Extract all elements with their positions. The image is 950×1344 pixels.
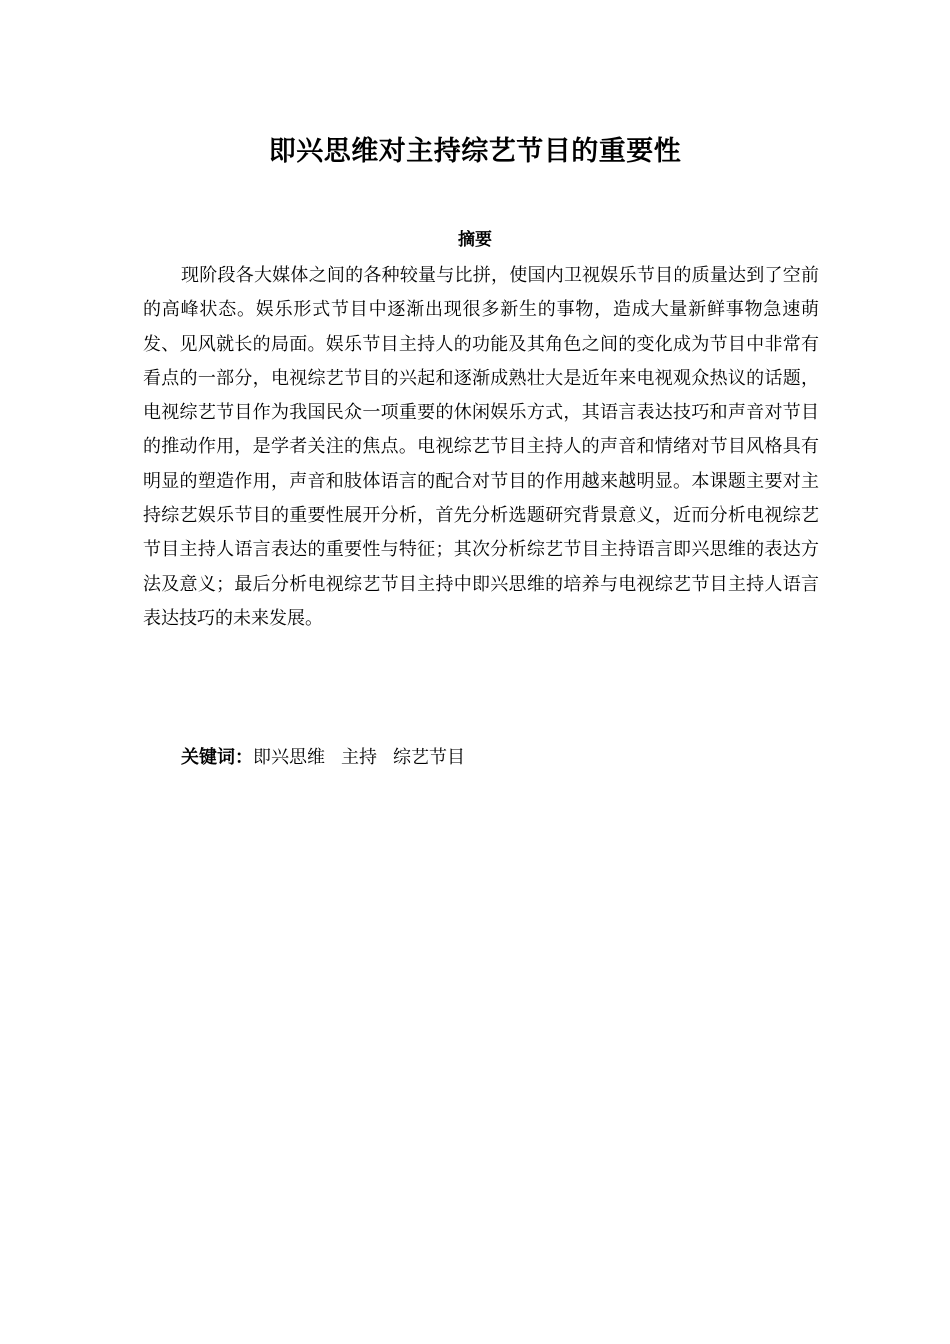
- keyword-item: 综艺节目: [393, 747, 465, 768]
- keywords-line: [181, 743, 481, 773]
- keyword-item: 主持: [341, 747, 377, 768]
- keyword-item: 即兴思维: [253, 747, 325, 768]
- abstract-body: 现阶段各大媒体之间的各种较量与比拼，使国内卫视娱乐节目的质量达到了空前的高峰状态。娱乐形式节目中逐渐出现很多新生的事物，造成大量新鲜事物急速萌发、见风就长的局面。娱乐节目主持人的功能及其角色之间的变化成为节目中非常有看点的一部分，电视综艺节目的兴起和逐渐成熟壮大是近年来电视观众热议的话题，电视综艺节目作为我国民众一项重要的休闲娱乐方式，其语言表达技巧和声音对节目的推动作用，是学者关注的焦点。电视综艺节目主持人的声音和情绪对节目风格具有明显的塑造作用，声音和肢体语言的配合对节目的作用越来越明显。本课题主要对主持综艺娱乐节目的重要性展开分析，首先分析选题研究背景意义，近而分析电视综艺节目主持人语言表达的重要性与特征；其次分析综艺节目主持语言即兴思维的表达方法及意义；最后分析电视综艺节目主持中即兴思维的培养与电视综艺节目主持人语言表达技巧的未来发展。: [143, 265, 819, 629]
- keywords-label: 关键词：: [181, 747, 253, 768]
- abstract-heading: 摘要: [458, 230, 492, 250]
- document-title: 即兴思维对主持综艺节目的重要性: [268, 136, 682, 167]
